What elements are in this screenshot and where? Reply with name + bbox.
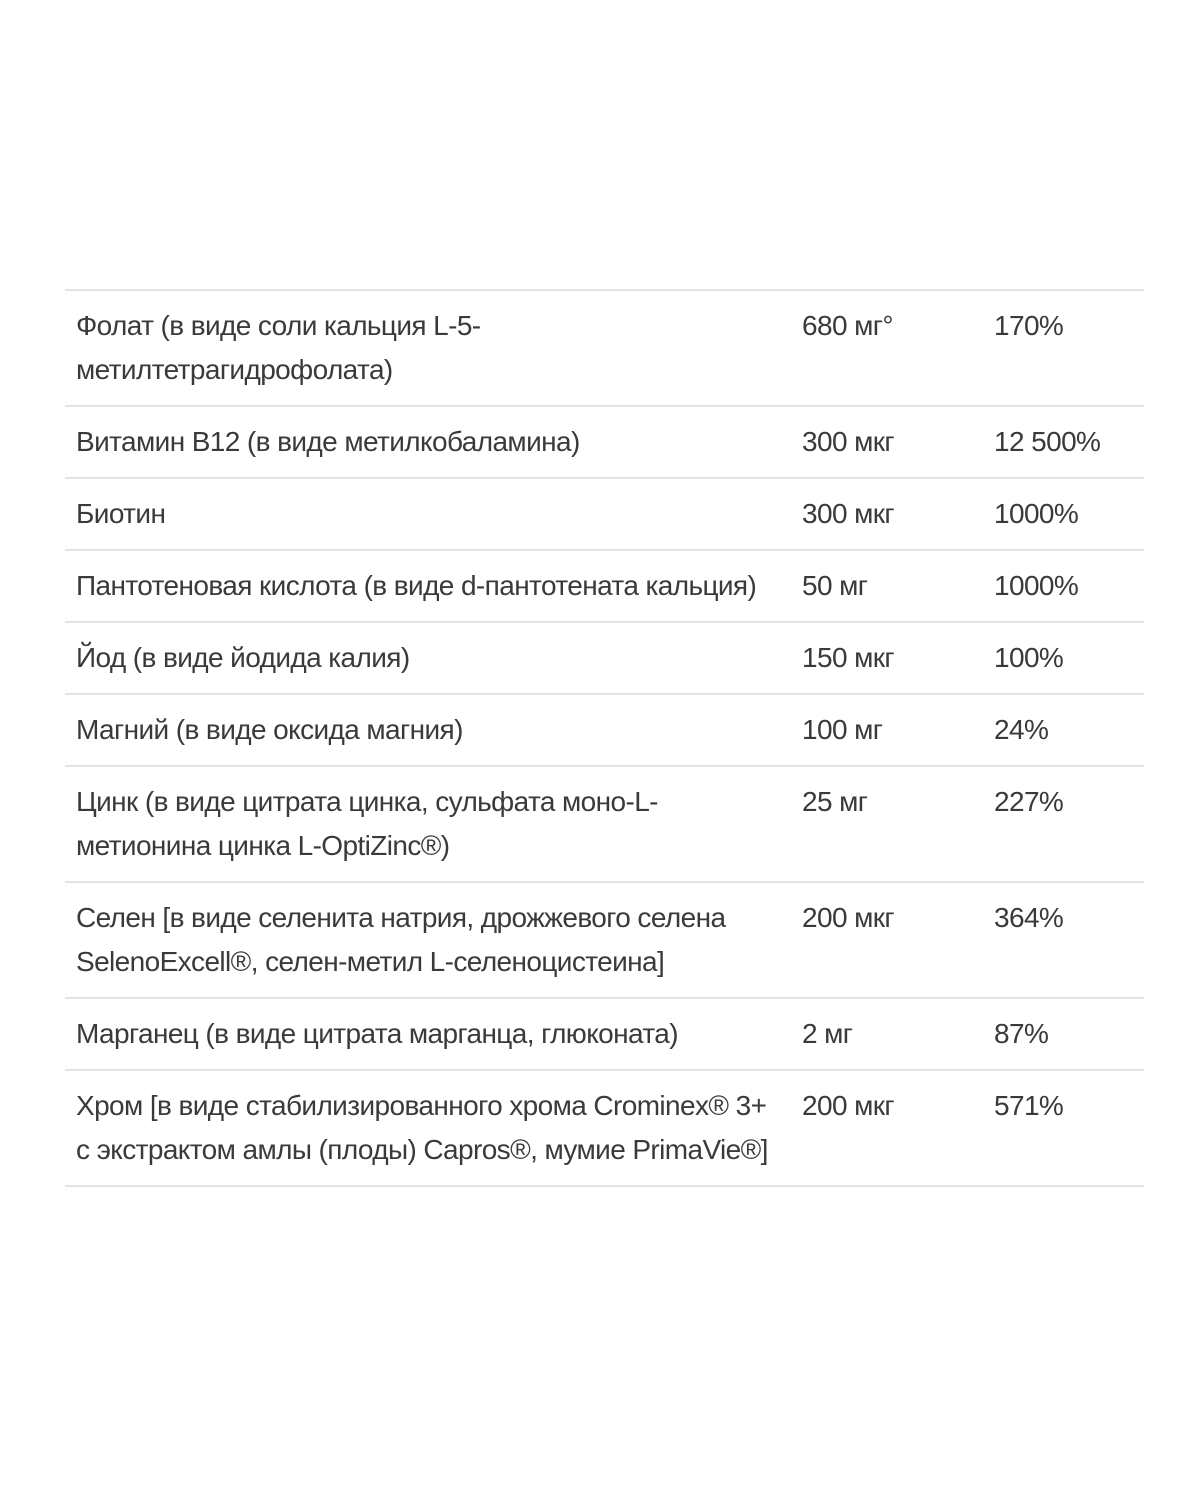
nutrient-amount: 25 мг [802, 786, 868, 817]
nutrient-name: Фолат (в виде соли кальция L-5-метилтетрагидрофолата) [76, 310, 481, 385]
table-row [65, 623, 1144, 695]
table-row [65, 479, 1144, 551]
nutrient-daily-value: 24% [994, 714, 1049, 745]
nutrient-name: Магний (в виде оксида магния) [76, 714, 463, 745]
nutrient-amount: 300 мкг [802, 426, 895, 457]
nutrient-amount: 150 мкг [802, 642, 895, 673]
nutrient-name: Селен [в виде селенита натрия, дрожжевого селена SelenoExcell®, селен-метил L-селеноцистеина] [76, 902, 726, 977]
table-row [65, 999, 1144, 1071]
nutrient-name: Биотин [76, 498, 166, 529]
table-row [65, 291, 1144, 407]
table-row [65, 767, 1144, 883]
nutrient-daily-value: 87% [994, 1018, 1049, 1049]
nutrient-daily-value: 364% [994, 902, 1064, 933]
table-row [65, 883, 1144, 999]
nutrient-amount: 100 мг [802, 714, 883, 745]
nutrient-daily-value: 12 500% [994, 426, 1101, 457]
nutrient-table [65, 289, 1144, 1187]
nutrient-daily-value: 571% [994, 1090, 1064, 1121]
nutrient-daily-value: 1000% [994, 570, 1079, 601]
nutrient-daily-value: 170% [994, 310, 1064, 341]
nutrient-amount: 200 мкг [802, 1090, 895, 1121]
nutrient-daily-value: 1000% [994, 498, 1079, 529]
nutrient-amount: 50 мг [802, 570, 868, 601]
nutrient-amount: 200 мкг [802, 902, 895, 933]
nutrient-name: Марганец (в виде цитрата марганца, глюконата) [76, 1018, 678, 1049]
nutrient-daily-value: 100% [994, 642, 1064, 673]
table-row [65, 551, 1144, 623]
nutrient-amount: 680 мг° [802, 310, 893, 341]
nutrient-amount: 300 мкг [802, 498, 895, 529]
nutrient-name: Витамин B12 (в виде метилкобаламина) [76, 426, 580, 457]
nutrient-name: Цинк (в виде цитрата цинка, сульфата моно-L-метионина цинка L-OptiZinc®) [76, 786, 658, 861]
nutrient-name: Йод (в виде йодида калия) [76, 642, 410, 673]
nutrient-name: Хром [в виде стабилизированного хрома Crominex® 3+ с экстрактом амлы (плоды) Capros®, мумие PrimaVie®] [76, 1090, 768, 1165]
table-row [65, 695, 1144, 767]
table-row [65, 407, 1144, 479]
nutrient-amount: 2 мг [802, 1018, 853, 1049]
table-row [65, 1071, 1144, 1187]
nutrient-daily-value: 227% [994, 786, 1064, 817]
nutrient-name: Пантотеновая кислота (в виде d-пантотената кальция) [76, 570, 757, 601]
